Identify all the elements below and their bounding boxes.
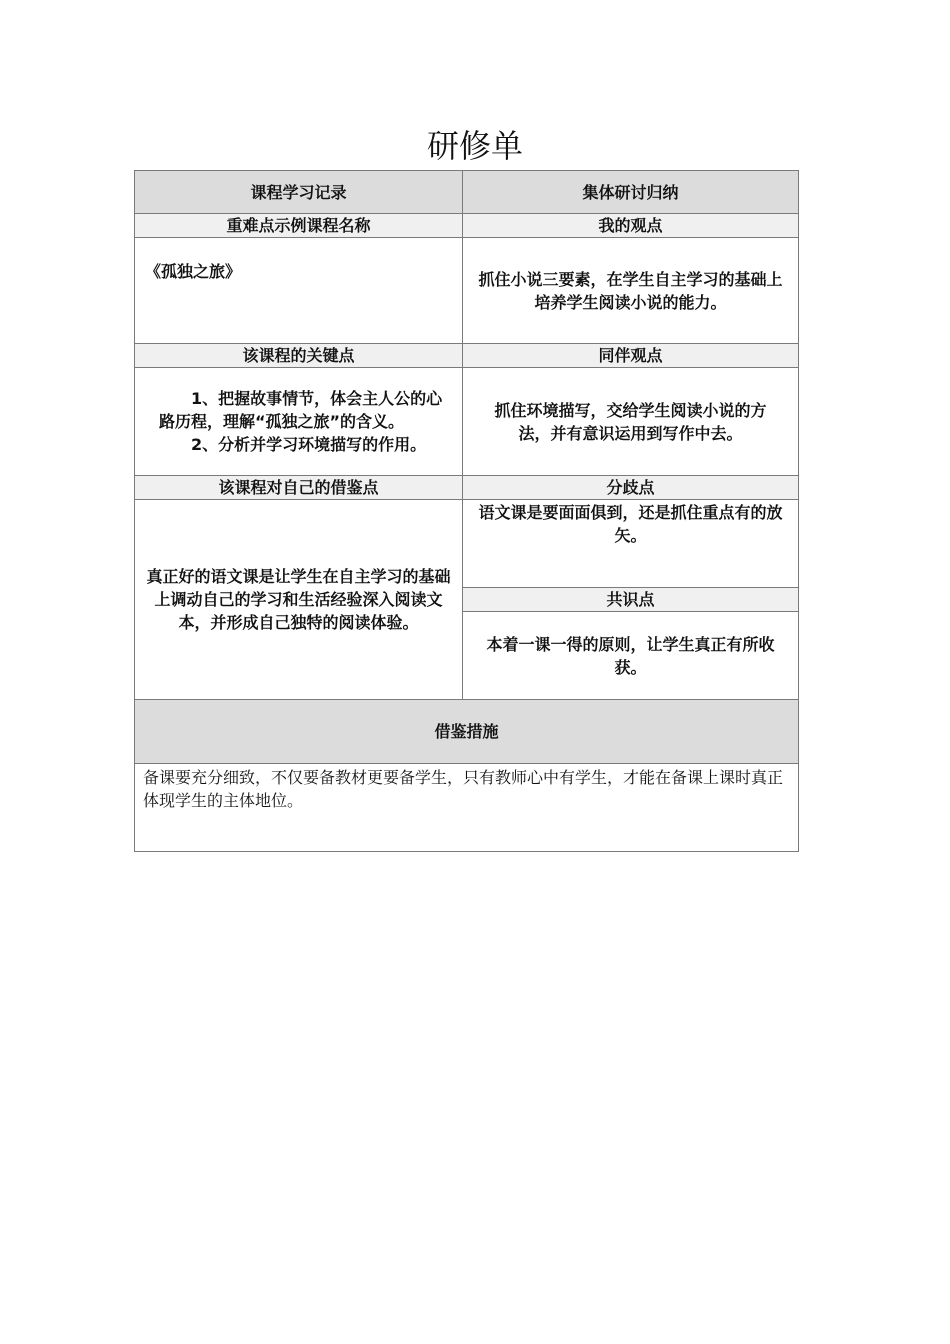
measures-cell: [135, 764, 799, 852]
study-sheet-table: [134, 170, 799, 852]
key-points-label: 该课程的关键点: [135, 344, 463, 368]
divergence-cell: [463, 500, 799, 588]
peer-view-text: 抓住环境描写，交给学生阅读小说的方法，并有意识运用到写作中去。: [494, 400, 767, 443]
divergence-label: 分歧点: [463, 476, 799, 500]
consensus-text: 本着一课一得的原则，让学生真正有所收获。: [486, 634, 775, 677]
content-row-1: [135, 238, 799, 344]
course-name: 《孤独之旅》: [145, 262, 242, 281]
content-row-2: [135, 368, 799, 476]
key-point-2: 2、分析并学习环境描写的作用。: [191, 435, 427, 454]
key-point-1: 1、把握故事情节，体会主人公的心路历程，理解“孤独之旅”的含义。: [159, 389, 443, 431]
reference-text: 真正好的语文课是让学生在自主学习的基础上调动自己的学习和生活经验深入阅读文本，并形成自己独特的阅读体验。: [146, 567, 451, 632]
my-view-label: 我的观点: [463, 214, 799, 238]
course-name-label: 重难点示例课程名称: [135, 214, 463, 238]
course-name-cell: [135, 238, 463, 344]
label-row-3: [135, 476, 799, 500]
page-title: 研修单: [426, 127, 523, 165]
course-record-header: 课程学习记录: [135, 171, 463, 214]
key-points-cell: [135, 368, 463, 476]
peer-view-cell: [463, 368, 799, 476]
my-view-text: 抓住小说三要素，在学生自主学习的基础上培养学生阅读小说的能力。: [478, 269, 783, 312]
consensus-cell: [463, 612, 799, 700]
measures-header-row: [135, 700, 799, 764]
my-view-cell: [463, 238, 799, 344]
measures-label: 借鉴措施: [135, 700, 799, 764]
reference-label: 该课程对自己的借鉴点: [135, 476, 463, 500]
divergence-text: 语文课是要面面俱到，还是抓住重点有的放矢。: [478, 503, 783, 545]
measures-text: 备课要充分细致，不仅要备教材更要备学生，只有教师心中有学生，才能在备课上课时真正体现学生的主体地位。: [143, 768, 784, 810]
group-discussion-header: 集体研讨归纳: [463, 171, 799, 214]
header-row: [135, 171, 799, 214]
content-row-3: [135, 500, 799, 588]
consensus-label: 共识点: [463, 588, 799, 612]
peer-view-label: 同伴观点: [463, 344, 799, 368]
label-row-1: [135, 214, 799, 238]
reference-cell: [135, 500, 463, 700]
label-row-2: [135, 344, 799, 368]
measures-row: [135, 764, 799, 852]
